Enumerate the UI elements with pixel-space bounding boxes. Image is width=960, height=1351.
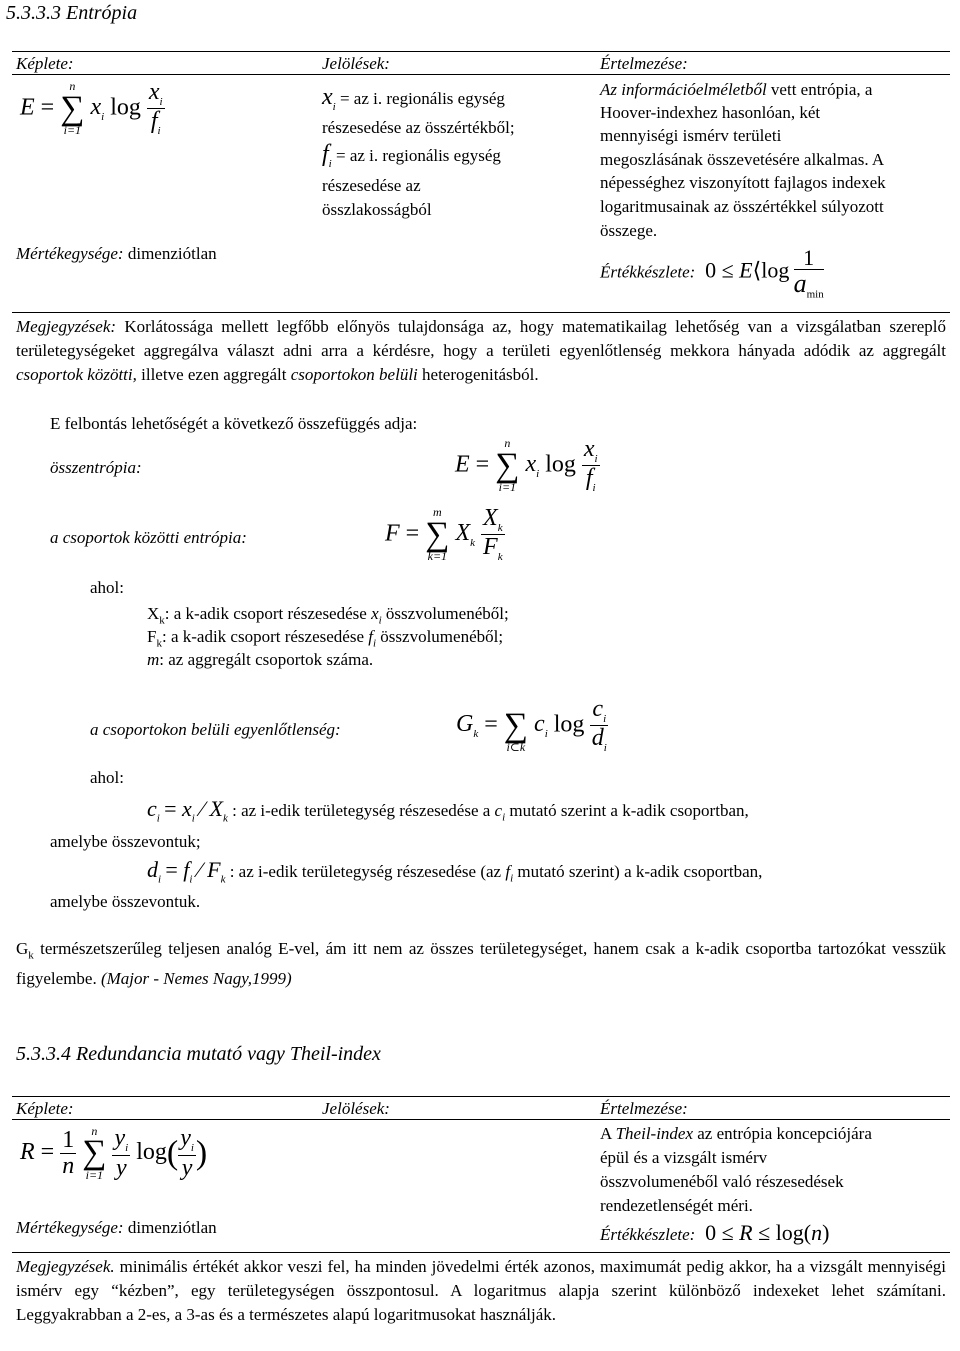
table-rule-header <box>12 74 950 75</box>
col-header-formula: Képlete: <box>16 54 74 73</box>
within-inequality-formula: $G_k$ = ∑ i⊂k $c_i$ log $\frac{c_i}{d_i}$ <box>456 696 607 755</box>
table2-rule-bottom <box>12 1252 950 1253</box>
amelybe-2: amelybe összevontuk. <box>50 892 201 911</box>
total-entropy-label: összentrópia: <box>50 458 142 477</box>
total-entropy-formula: E = n ∑ i=1 $x_i$ log $\frac{x_i}{f_i}$ <box>455 436 598 495</box>
def-fk: $F_k$: a k-adik csoport részesedése $f_i$ összvolumenéből; <box>147 627 504 650</box>
meaning-line-4: megoszlásának összevetésére alkalmas. A <box>600 150 885 169</box>
table-rule-top <box>12 51 950 52</box>
range-row: Értékkészlete: 0 ≤ E⟨log $\frac{1}{a_{min}}$ <box>600 245 824 301</box>
notes-paragraph: Megjegyzések: Korlátossága mellett legfőbb előnyös tulajdonsága az, hogy matematikailag lehetőség van a vizsgálatban szereplő területegységeket aggregálva választ adni arra a kérdésre, hogy a területi egyenlőtlenség mekkora hányada adódik az aggregált csoportok közötti, illetve ezen aggregált csoportokon belüli heterogenitásból. <box>16 317 946 384</box>
col-header-notation: Jelölések: <box>322 54 390 73</box>
table2-rule-header <box>12 1119 950 1120</box>
theil-notes-paragraph: Megjegyzések. minimális értékét akkor veszi fel, ha minden jövedelmi érték azonos, maximumát pedig akkor, ha a vizsgált mennyiségi ismérv egy “kézben”, egy területegységen összpontosul. A logaritmus alapja szerint különböző indexeket lehet számítani. Leggyakrabban a 2-es, a 3-as és a természetes alapú logaritmusokat használják. <box>16 1257 947 1324</box>
meaning-line-1: Az információelméletből vett entrópia, a <box>600 80 873 99</box>
col2-header-notation: Jelölések: <box>322 1099 390 1118</box>
notation-f-line1: $f_i$ = az i. regionális egység <box>322 141 501 170</box>
meaning-line-2: Hoover-indexhez hasonlóan, két <box>600 103 821 122</box>
def-xk: $X_k$: a k-adik csoport részesedése $x_i$ összvolumenéből; <box>147 604 509 627</box>
theil-formula: R = $\frac{1}{n}$ n ∑ i=1 $\frac{y_i}{y}$ log( $\frac{y_i}{y}$ ) <box>20 1124 208 1182</box>
theil-meaning-line-4: rendezetlenségét méri. <box>600 1196 753 1215</box>
entropy-formula: E = n ∑ i=1 $x_i$ log $\frac{x_i}{f_i}$ <box>20 79 163 138</box>
def-ci: $c_i = x_i$ ⁄ $X_k$ : az i-edik területegység részesedése a $c_i$ mutató szerint a k-adik csoportban, <box>147 796 749 825</box>
col2-header-meaning: Értelmezése: <box>600 1099 688 1118</box>
notation-f-line2: részesedése az <box>322 176 421 195</box>
decomposition-intro: E felbontás lehetőségét a következő összefüggés adja: <box>50 414 418 433</box>
def-di: $d_i = f_i$ ⁄ $F_k$ : az i-edik területegység részesedése (az $f_i$ mutató szerint) a k-adik csoportban, <box>147 857 763 886</box>
col-header-meaning: Értelmezése: <box>600 54 688 73</box>
notation-x-line2: részesedése az összértékből; <box>322 118 515 137</box>
notation-f-line3: összlakosságból <box>322 200 432 219</box>
def-m: m: az aggregált csoportok száma. <box>147 650 374 669</box>
notation-x-line1: $x_i$ = az i. regionális egység <box>322 84 505 113</box>
theil-meaning-line-1: A Theil-index az entrópia koncepciójára <box>600 1124 872 1143</box>
theil-meaning-line-3: összvolumenéből való részesedések <box>600 1172 844 1191</box>
meaning-line-7: összege. <box>600 221 658 240</box>
table2-rule-top <box>12 1096 950 1097</box>
section-title-entropy: 5.3.3.3 Entrópia <box>6 2 138 24</box>
meaning-line-5: népességhez viszonyított fajlagos indexek <box>600 173 886 192</box>
between-entropy-label: a csoportok közötti entrópia: <box>50 528 247 547</box>
col2-header-formula: Képlete: <box>16 1099 74 1118</box>
gk-paragraph: $G_k$ természetszerűleg teljesen analóg E-vel, ám itt nem az összes területegységet, hanem csak a k-adik csoportba tartozókat vesszük figyelembe. (Major - Nemes Nagy,1999) <box>16 939 947 989</box>
unit-row: Mértékegysége: dimenziótlan <box>16 244 217 263</box>
meaning-line-6: logaritmusainak az összértékkel súlyozott <box>600 197 884 216</box>
amelybe-1: amelybe összevontuk; <box>50 832 201 851</box>
meaning-line-3: mennyiségi ismérv területi <box>600 126 782 145</box>
ahol-label-1: ahol: <box>90 578 124 597</box>
between-entropy-formula: F = m ∑ k=1 $X_k$ $\frac{X_k}{F_k}$ <box>385 505 503 564</box>
within-inequality-label: a csoportokon belüli egyenlőtlenség: <box>90 720 341 739</box>
section-title-theil: 5.3.3.4 Redundancia mutató vagy Theil-index <box>16 1043 381 1065</box>
theil-meaning-line-2: épül és a vizsgált ismérv <box>600 1148 768 1167</box>
ahol-label-2: ahol: <box>90 768 124 787</box>
table-rule-bottom <box>12 312 950 313</box>
theil-range-row: Értékkészlete: 0 ≤ R ≤ log(n) <box>600 1220 830 1245</box>
theil-unit-row: Mértékegysége: dimenziótlan <box>16 1218 217 1237</box>
